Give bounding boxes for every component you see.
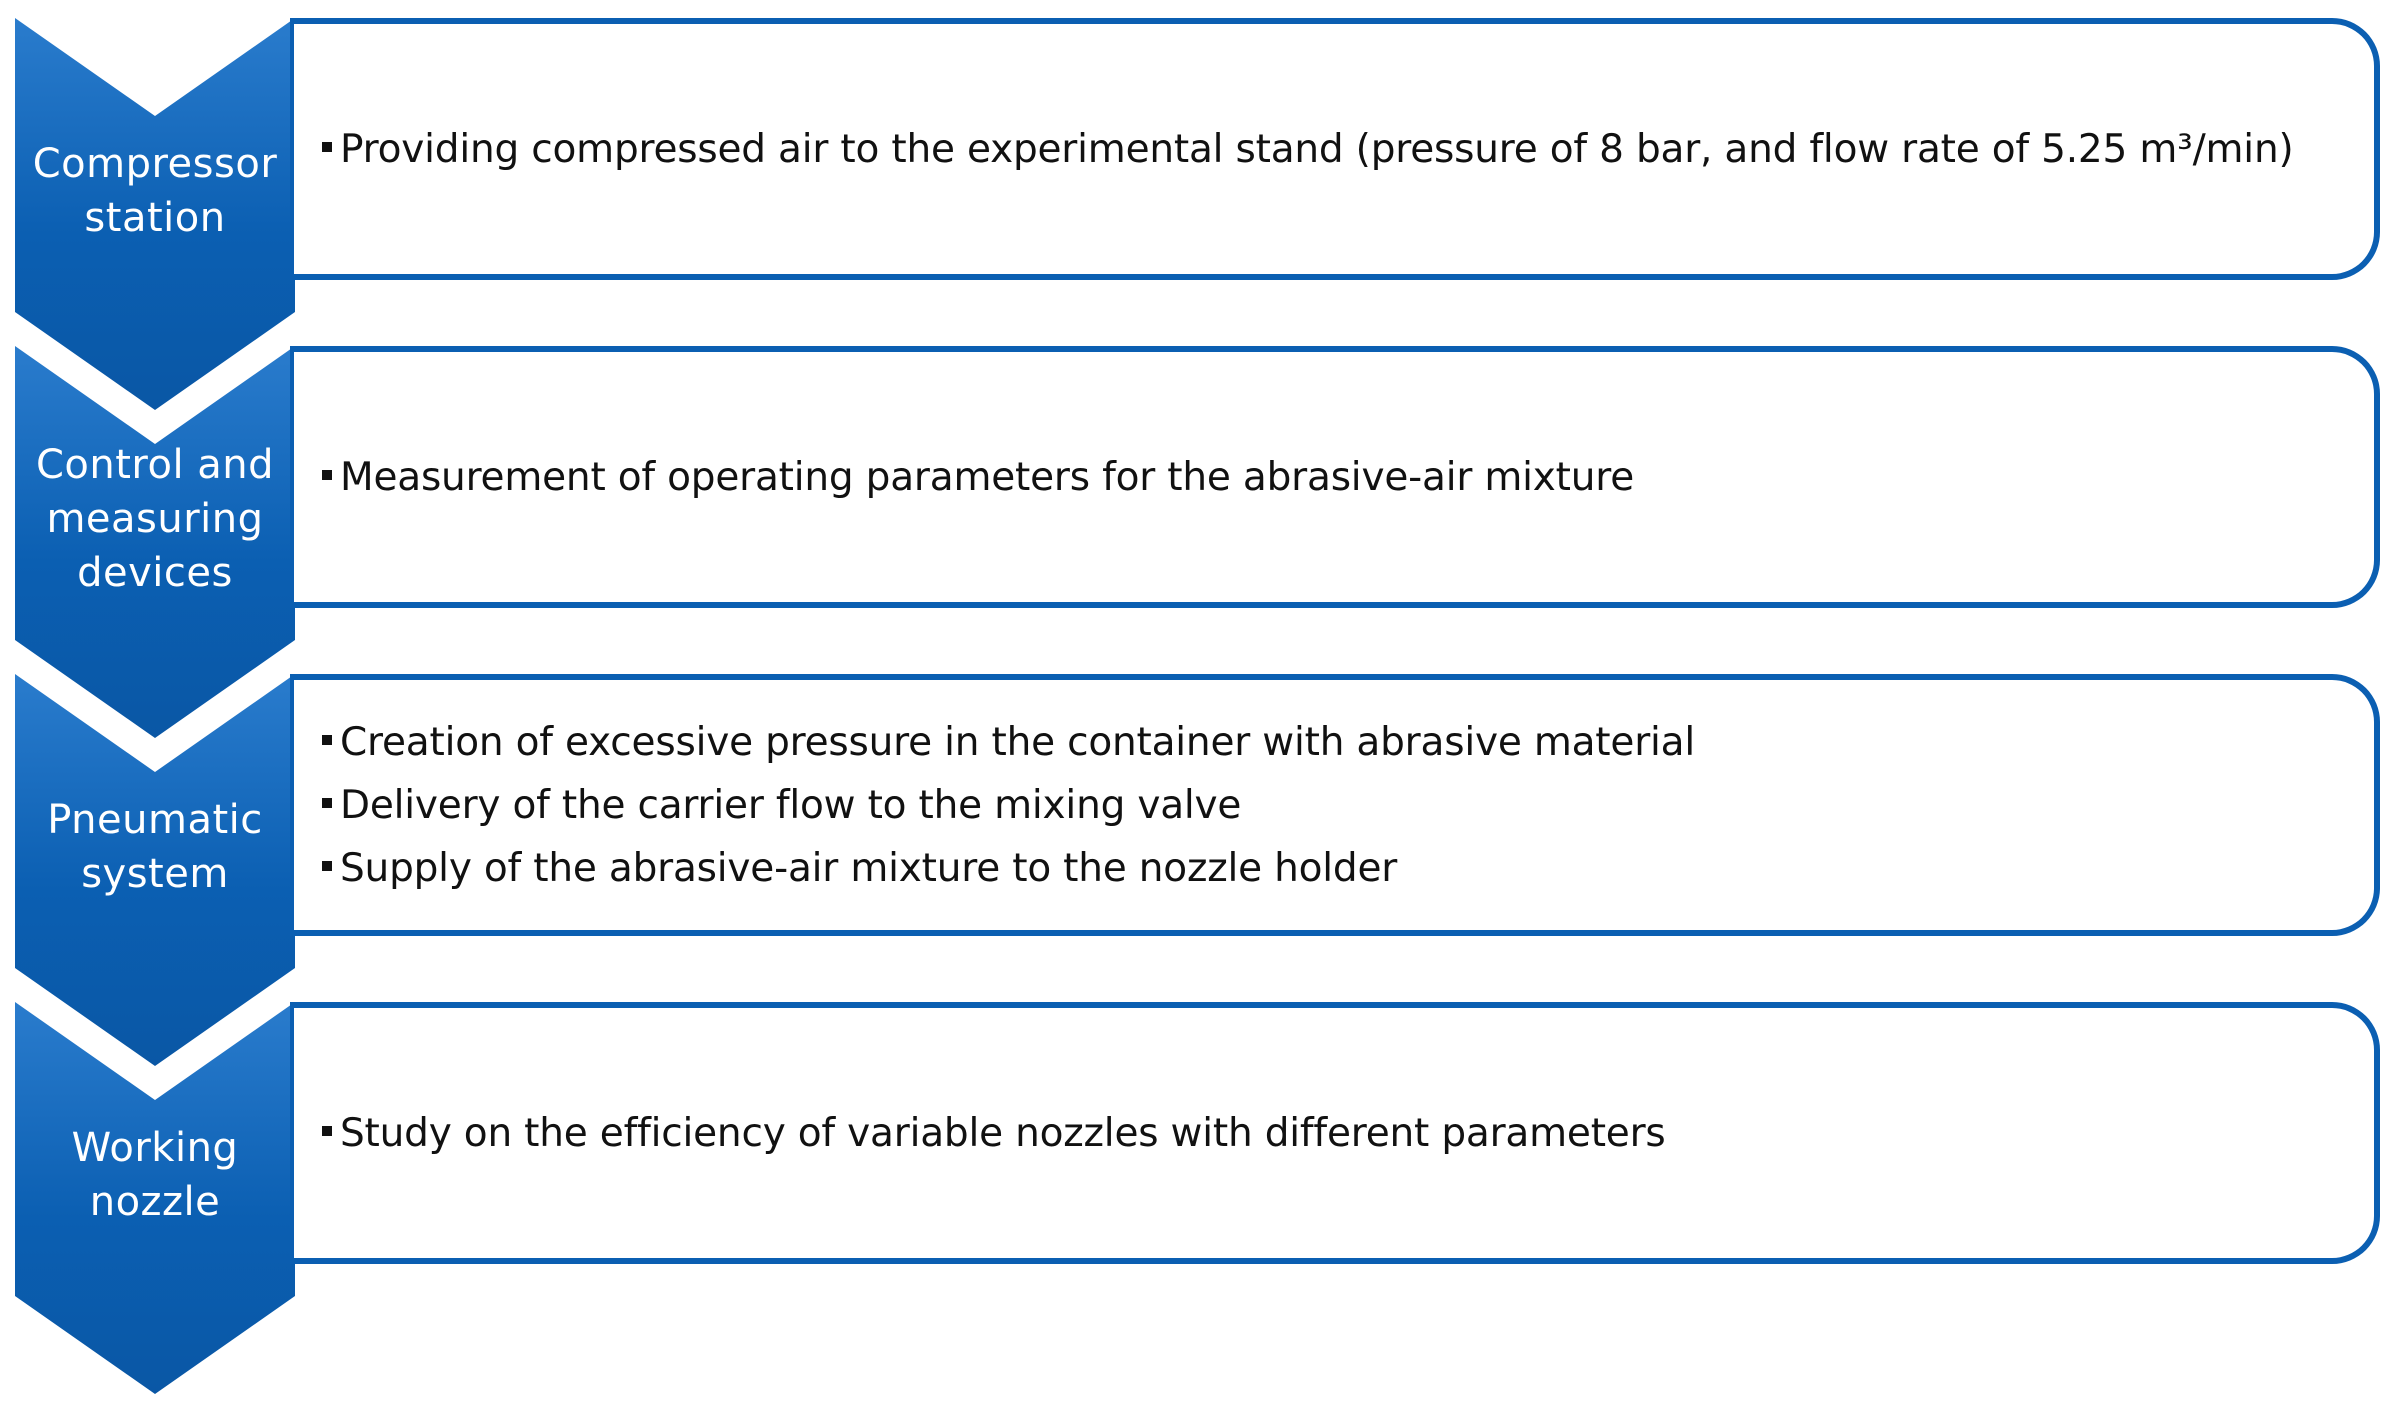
stage-box-4 [290, 1002, 2380, 1264]
stage-item-text: Providing compressed air to the experimental stand (pressure of 8 bar, and flow rate of 5.25 m³/min) [340, 126, 2294, 172]
stage-item-text: Delivery of the carrier flow to the mixing valve [340, 782, 1242, 828]
stage-label-line: Working [71, 1125, 239, 1171]
stage-item [322, 118, 2374, 181]
bullet-icon [322, 798, 332, 808]
stage-label-line: Control and [35, 442, 275, 488]
stage-label-line: devices [77, 550, 233, 596]
stage-item-text: Study on the efficiency of variable nozzles with different parameters [340, 1110, 1666, 1156]
bullet-icon [322, 470, 332, 480]
stage-item-list [322, 1102, 2374, 1165]
stage-item [322, 1102, 2374, 1165]
stage-item-list [322, 711, 2374, 900]
stage-label-line: measuring [46, 496, 264, 542]
stage-item [322, 837, 2374, 900]
stage-label-3 [15, 716, 295, 978]
stage-box-3 [290, 674, 2380, 936]
stage-label-line: system [81, 851, 229, 897]
stage-item-list [322, 118, 2374, 181]
stage-label-2 [15, 388, 295, 650]
stage-label-line: Compressor [32, 141, 278, 187]
stage-item-text: Creation of excessive pressure in the container with abrasive material [340, 719, 1695, 765]
stage-label-4 [15, 1044, 295, 1306]
stage-item-text: Measurement of operating parameters for the abrasive-air mixture [340, 454, 1635, 500]
stage-item [322, 774, 2374, 837]
stage-box-2 [290, 346, 2380, 608]
stage-label-1 [15, 60, 295, 322]
bullet-icon [322, 1126, 332, 1136]
bullet-icon [322, 735, 332, 745]
stage-label-line: station [84, 195, 226, 241]
stage-item [322, 711, 2374, 774]
stage-label-line: nozzle [89, 1179, 221, 1225]
stage-label-line: Pneumatic [47, 797, 263, 843]
stage-box-1 [290, 18, 2380, 280]
bullet-icon [322, 861, 332, 871]
stage-item-list [322, 446, 2374, 509]
bullet-icon [322, 142, 332, 152]
stage-item [322, 446, 2374, 509]
stage-item-text: Supply of the abrasive-air mixture to the nozzle holder [340, 845, 1398, 891]
